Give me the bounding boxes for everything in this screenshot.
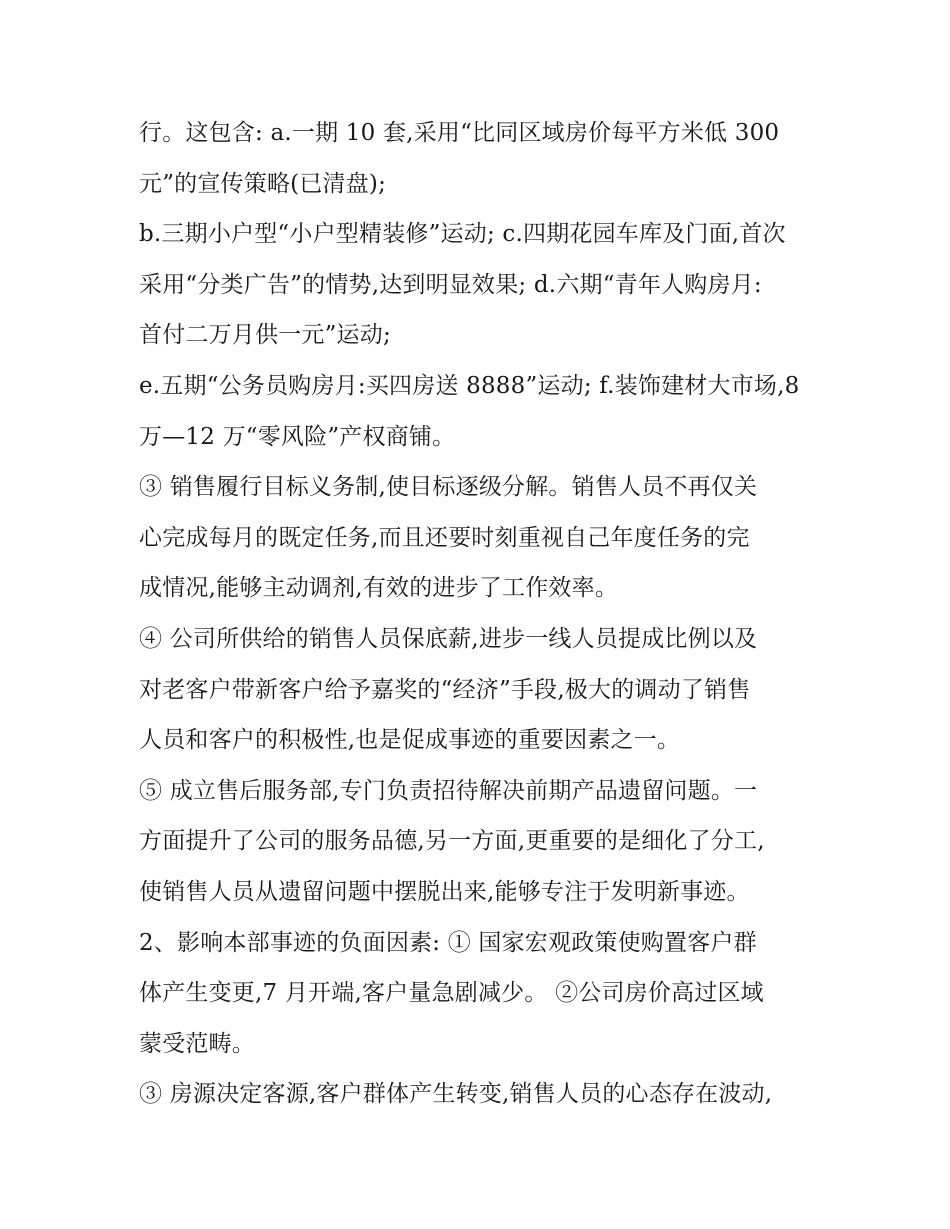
text-line: ③ 销售履行目标义务制,使目标逐级分解。销售人员不再仅关 [139, 474, 758, 501]
text-line: ⑤ 成立售后服务部,专门负责招待解决前期产品遗留问题。一 [139, 777, 758, 804]
document-body [139, 108, 819, 1120]
text-line: 对老客户带新客户给予嘉奖的“经济”手段,极大的调动了销售 [139, 676, 751, 703]
text-line: 采用“分类广告”的情势,达到明显效果; d.六期“青年人购房月: [139, 271, 762, 298]
text-line: 首付二万月供一元”运动; [139, 322, 391, 349]
text-line: 元”的宣传策略(已清盘); [139, 170, 387, 197]
text-line: b.三期小户型“小户型精装修”运动; c.四期花园车库及门面,首次 [139, 221, 786, 248]
text-line: e.五期“公务员购房月:买四房送 8888”运动; f.装饰建材大市场,8 [139, 372, 800, 399]
text-line: 2、影响本部事迹的负面因素: ① 国家宏观政策使购置客户群 [139, 929, 757, 956]
text-line: ④ 公司所供给的销售人员保底薪,进步一线人员提成比例以及 [139, 625, 758, 652]
text-line: 方面提升了公司的服务品德,另一方面,更重要的是细化了分工, [139, 828, 765, 855]
text-line: 行。这包含: a.一期 10 套,采用“比同区域房价每平方米低 300 [139, 120, 780, 146]
text-line: ③ 房源决定客源,客户群体产生转变,销售人员的心态存在波动, [139, 1081, 773, 1108]
text-line: 成情况,能够主动调剂,有效的进步了工作效率。 [139, 575, 619, 602]
text-line: 使销售人员从遗留问题中摆脱出来,能够专注于发明新事迹。 [139, 878, 750, 905]
text-line: 心完成每月的既定任务,而且还要时刻重视自己年度任务的完 [139, 524, 750, 551]
text-line: 万—12 万“零风险”产权商铺。 [139, 423, 456, 450]
text-line: 人员和客户的积极性,也是促成事迹的重要因素之一。 [139, 727, 681, 754]
text-line: 蒙受范畴。 [139, 1030, 255, 1057]
text-line: 体产生变更,7 月开端,客户量急剧减少。 ②公司房价高过区域 [139, 980, 764, 1007]
